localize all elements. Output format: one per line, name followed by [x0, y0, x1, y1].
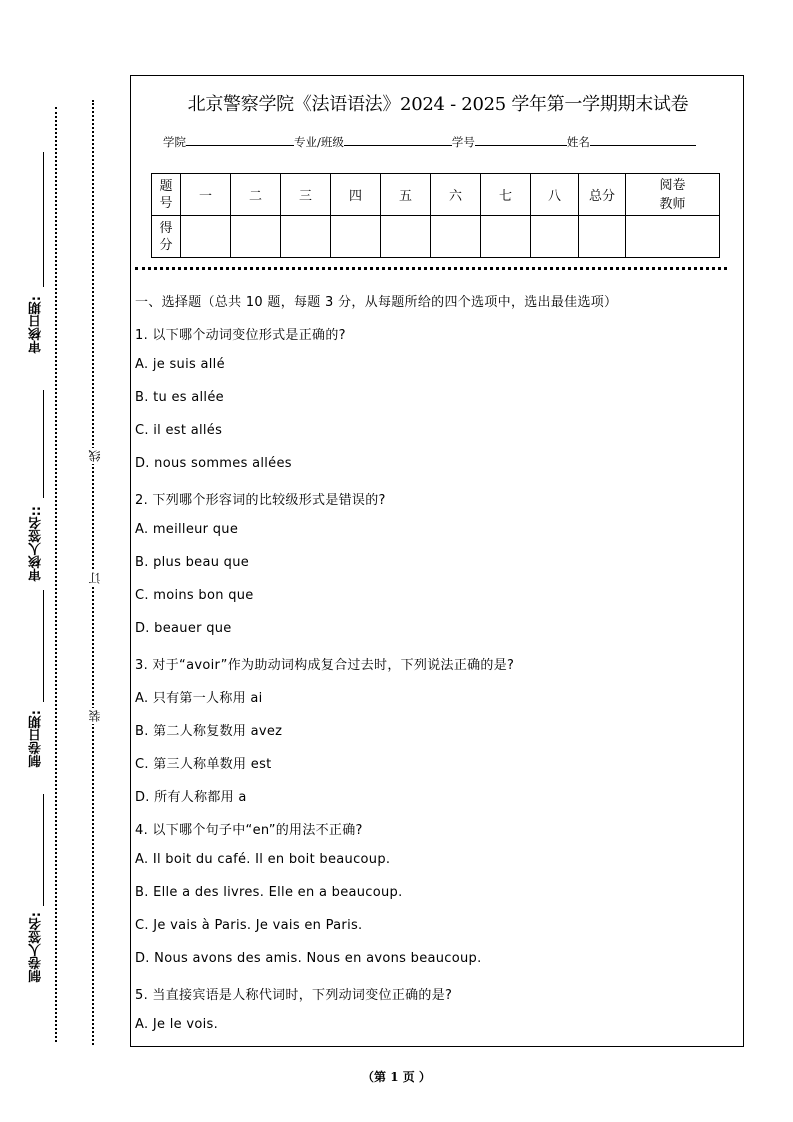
bind-word-staple: 订 [88, 572, 102, 584]
option: B. plus beau que [135, 555, 250, 570]
student-info-row [163, 133, 696, 150]
name-label: 姓名 [566, 135, 590, 149]
maker-sign-label: 制卷人签名: [29, 912, 44, 983]
question-stem: 5. 当直接宾语是人称代词时，下列动词变位正确的是? [135, 988, 453, 1003]
binding-margin [0, 0, 130, 1122]
major-label: 专业/班级 [294, 135, 344, 149]
column-header: 四 [331, 174, 381, 216]
option: B. 第二人称复数用 avez [135, 724, 283, 739]
total-score-cell[interactable] [579, 216, 626, 258]
review-date-blank [43, 152, 44, 287]
score-cell[interactable] [531, 216, 579, 258]
option: A. je suis allé [135, 357, 225, 372]
option: D. Nous avons des amis. Nous en avons beaucoup. [135, 951, 482, 966]
dotted-cut-line [55, 107, 57, 1042]
option: B. tu es allée [135, 390, 224, 405]
score-cell[interactable] [281, 216, 331, 258]
column-header: 二 [231, 174, 281, 216]
score-cell[interactable] [481, 216, 531, 258]
question-stem: 4. 以下哪个句子中“en”的用法不正确? [135, 823, 363, 838]
score-label: 得 分 [152, 216, 181, 258]
bind-word-bind: 装 [88, 710, 102, 722]
bind-word-line: 线 [88, 450, 102, 462]
student-no-field[interactable] [475, 133, 567, 146]
section-heading: 一、选择题（总共 10 题，每题 3 分，从每题所给的四个选项中，选出最佳选项） [135, 295, 618, 310]
option: A. Je le vois. [135, 1017, 218, 1032]
reviewer-sign-blank [43, 390, 44, 498]
major-field[interactable] [344, 133, 452, 146]
question-stem: 3. 对于“avoir”作为助动词构成复合过去时，下列说法正确的是? [135, 658, 515, 673]
score-cell[interactable] [431, 216, 481, 258]
option: C. moins bon que [135, 588, 254, 603]
name-field[interactable] [590, 133, 696, 146]
score-cell[interactable] [181, 216, 231, 258]
option: A. Il boit du café. Il en boit beaucoup. [135, 852, 391, 867]
column-header: 五 [381, 174, 431, 216]
reviewer-header: 阅卷 教师 [626, 174, 720, 216]
question-no-label: 题 号 [152, 174, 181, 216]
option: D. beauer que [135, 621, 232, 636]
score-cell[interactable] [331, 216, 381, 258]
question-stem: 2. 下列哪个形容词的比较级形式是错误的? [135, 493, 386, 508]
option: C. il est allés [135, 423, 223, 438]
reviewer-cell[interactable] [626, 216, 720, 258]
question-stem: 1. 以下哪个动词变位形式是正确的? [135, 328, 346, 343]
option: C. Je vais à Paris. Je vais en Paris. [135, 918, 363, 933]
column-header: 八 [531, 174, 579, 216]
column-header: 六 [431, 174, 481, 216]
page-number: （第 1 页 ） [362, 1070, 431, 1084]
column-header: 总分 [579, 174, 626, 216]
dotted-separator [135, 267, 727, 270]
make-date-label: 制卷日期: [29, 710, 44, 768]
option: B. Elle a des livres. Elle en a beaucoup. [135, 885, 403, 900]
reviewer-sign-label: 审核人签名:: [29, 506, 44, 582]
option: A. 只有第一人称用 ai [135, 691, 263, 706]
option: D. nous sommes allées [135, 456, 292, 471]
score-cell[interactable] [381, 216, 431, 258]
exam-frame [130, 75, 744, 1047]
maker-sign-blank [43, 794, 44, 906]
exam-title: 北京警察学院《法语语法》2024 - 2025 学年第一学期期末试卷 [187, 94, 689, 115]
review-date-label: 审核日期: [29, 296, 44, 354]
column-header: 七 [481, 174, 531, 216]
college-label: 学院 [163, 135, 186, 149]
column-header: 一 [181, 174, 231, 216]
college-field[interactable] [186, 133, 294, 146]
option: A. meilleur que [135, 522, 239, 537]
score-table [151, 173, 720, 258]
score-table-score-row [152, 216, 720, 258]
student-no-label: 学号 [451, 135, 475, 149]
column-header: 三 [281, 174, 331, 216]
option: D. 所有人称都用 a [135, 790, 247, 805]
make-date-blank [43, 590, 44, 702]
option: C. 第三人称单数用 est [135, 757, 272, 772]
score-cell[interactable] [231, 216, 281, 258]
score-table-header-row [152, 174, 720, 216]
